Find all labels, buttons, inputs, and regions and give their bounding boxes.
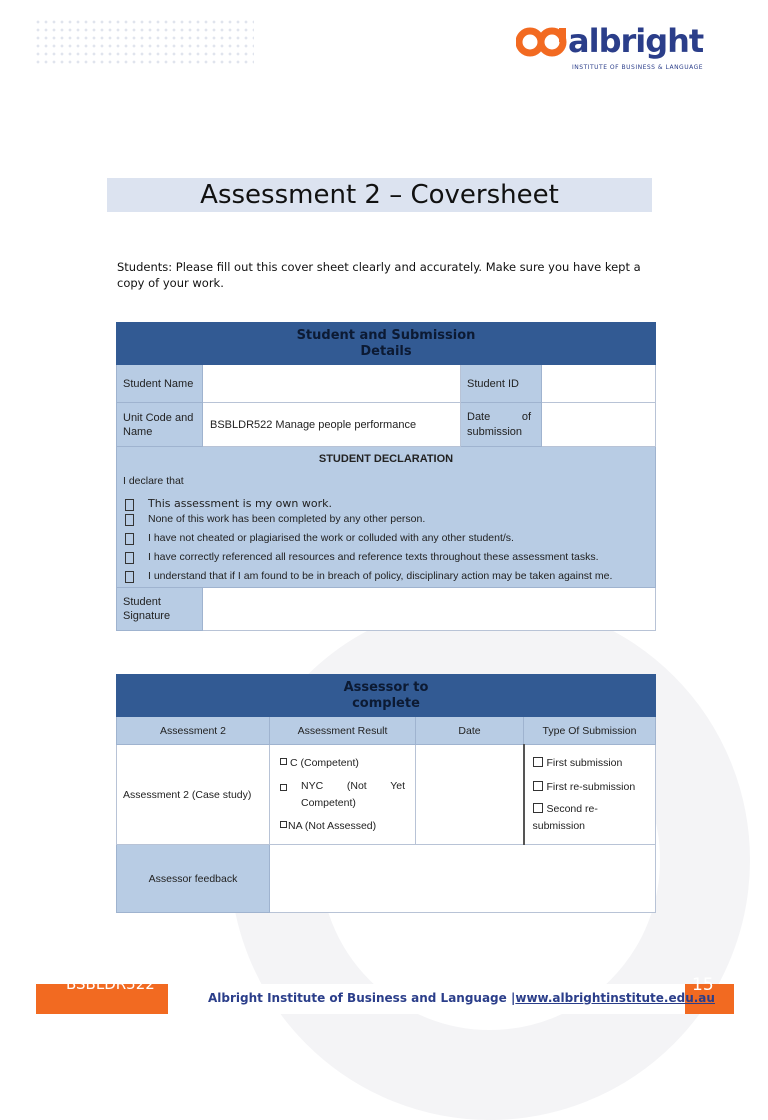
intro-text: Students: Please fill out this cover sheet clearly and accurately. Make sure you have kept a copy of your work. (117, 260, 641, 290)
assessor-table (116, 674, 656, 913)
student-name-field[interactable] (203, 365, 461, 403)
assessment-row-label: Assessment 2 (Case study) (117, 745, 270, 845)
checkbox-icon[interactable] (280, 821, 287, 828)
assessment-result-cell (270, 745, 416, 845)
student-submission-table (116, 322, 656, 631)
checkbox-icon[interactable] (280, 758, 287, 765)
declaration-intro: I declare that (123, 475, 184, 487)
student-id-label: Student ID (461, 365, 542, 403)
declaration-item: None of this work has been completed by any other person. (123, 512, 649, 526)
declaration-title: STUDENT DECLARATION (318, 453, 454, 465)
checkbox-icon[interactable] (125, 533, 134, 545)
student-signature-label: Student Signature (117, 588, 203, 631)
assessment-date-field[interactable] (416, 745, 524, 845)
checkbox-icon[interactable] (125, 514, 134, 526)
student-declaration (117, 447, 656, 588)
column-header-assessment: Assessment 2 (117, 717, 270, 745)
logo-wordmark: albright (568, 22, 704, 60)
declaration-item: I understand that if I am found to be in breach of policy, disciplinary action may be taken against me. (123, 569, 649, 583)
declaration-item: I have not cheated or plagiarised the work or colluded with any other student/s. (123, 531, 649, 545)
declaration-item: This assessment is my own work. (123, 497, 649, 511)
student-table-header: Student and Submission Details (117, 323, 656, 365)
date-of-submission-label: Date of submission (461, 403, 542, 447)
page-title: Assessment 2 – Coversheet (200, 180, 559, 210)
declaration-item: I have correctly referenced all resources and reference texts throughout these assessment tasks. (123, 550, 649, 564)
result-option[interactable]: NA (Not Assessed) (280, 818, 405, 835)
footer-unit-code: BSBLDR522 (66, 975, 155, 993)
checkbox-icon[interactable] (125, 552, 134, 564)
submission-option[interactable]: Second re-submission (532, 802, 598, 832)
page-number: 15 (692, 975, 714, 995)
checkbox-icon[interactable] (533, 803, 543, 813)
assessor-feedback-field[interactable] (270, 845, 656, 913)
checkbox-icon[interactable] (280, 784, 287, 791)
date-of-submission-field[interactable] (542, 403, 656, 447)
logo-tagline: INSTITUTE OF BUSINESS & LANGUAGE (572, 64, 704, 71)
page-title-bar (107, 178, 652, 212)
checkbox-icon[interactable] (533, 781, 543, 791)
student-name-label: Student Name (117, 365, 203, 403)
unit-code-label: Unit Code and Name (117, 403, 203, 447)
unit-code-value: BSBLDR522 Manage people performance (203, 403, 461, 447)
footer-url-link[interactable]: www.albrightinstitute.edu.au (515, 991, 715, 1005)
result-option[interactable]: C (Competent) (280, 755, 405, 772)
checkbox-icon[interactable] (125, 571, 134, 583)
column-header-result: Assessment Result (270, 717, 416, 745)
footer-text: Albright Institute of Business and Language |www.albrightinstitute.edu.au (208, 991, 715, 1005)
checkbox-icon[interactable] (125, 499, 134, 511)
checkbox-icon[interactable] (533, 757, 543, 767)
submission-type-cell (524, 745, 656, 845)
result-option[interactable]: NYC (Not Yet Competent) (280, 778, 405, 812)
albright-logo-mark-icon (516, 26, 568, 58)
student-id-field[interactable] (542, 365, 656, 403)
assessor-feedback-label: Assessor feedback (117, 845, 270, 913)
column-header-date: Date (416, 717, 524, 745)
column-header-submission-type: Type Of Submission (524, 717, 656, 745)
decorative-dot-pattern (34, 18, 254, 66)
assessor-table-header: Assessor to complete (117, 675, 656, 717)
albright-logo (516, 22, 704, 74)
submission-option[interactable]: First re-submission (533, 779, 648, 796)
student-signature-field[interactable] (203, 588, 656, 631)
submission-option[interactable]: First submission (533, 755, 648, 772)
